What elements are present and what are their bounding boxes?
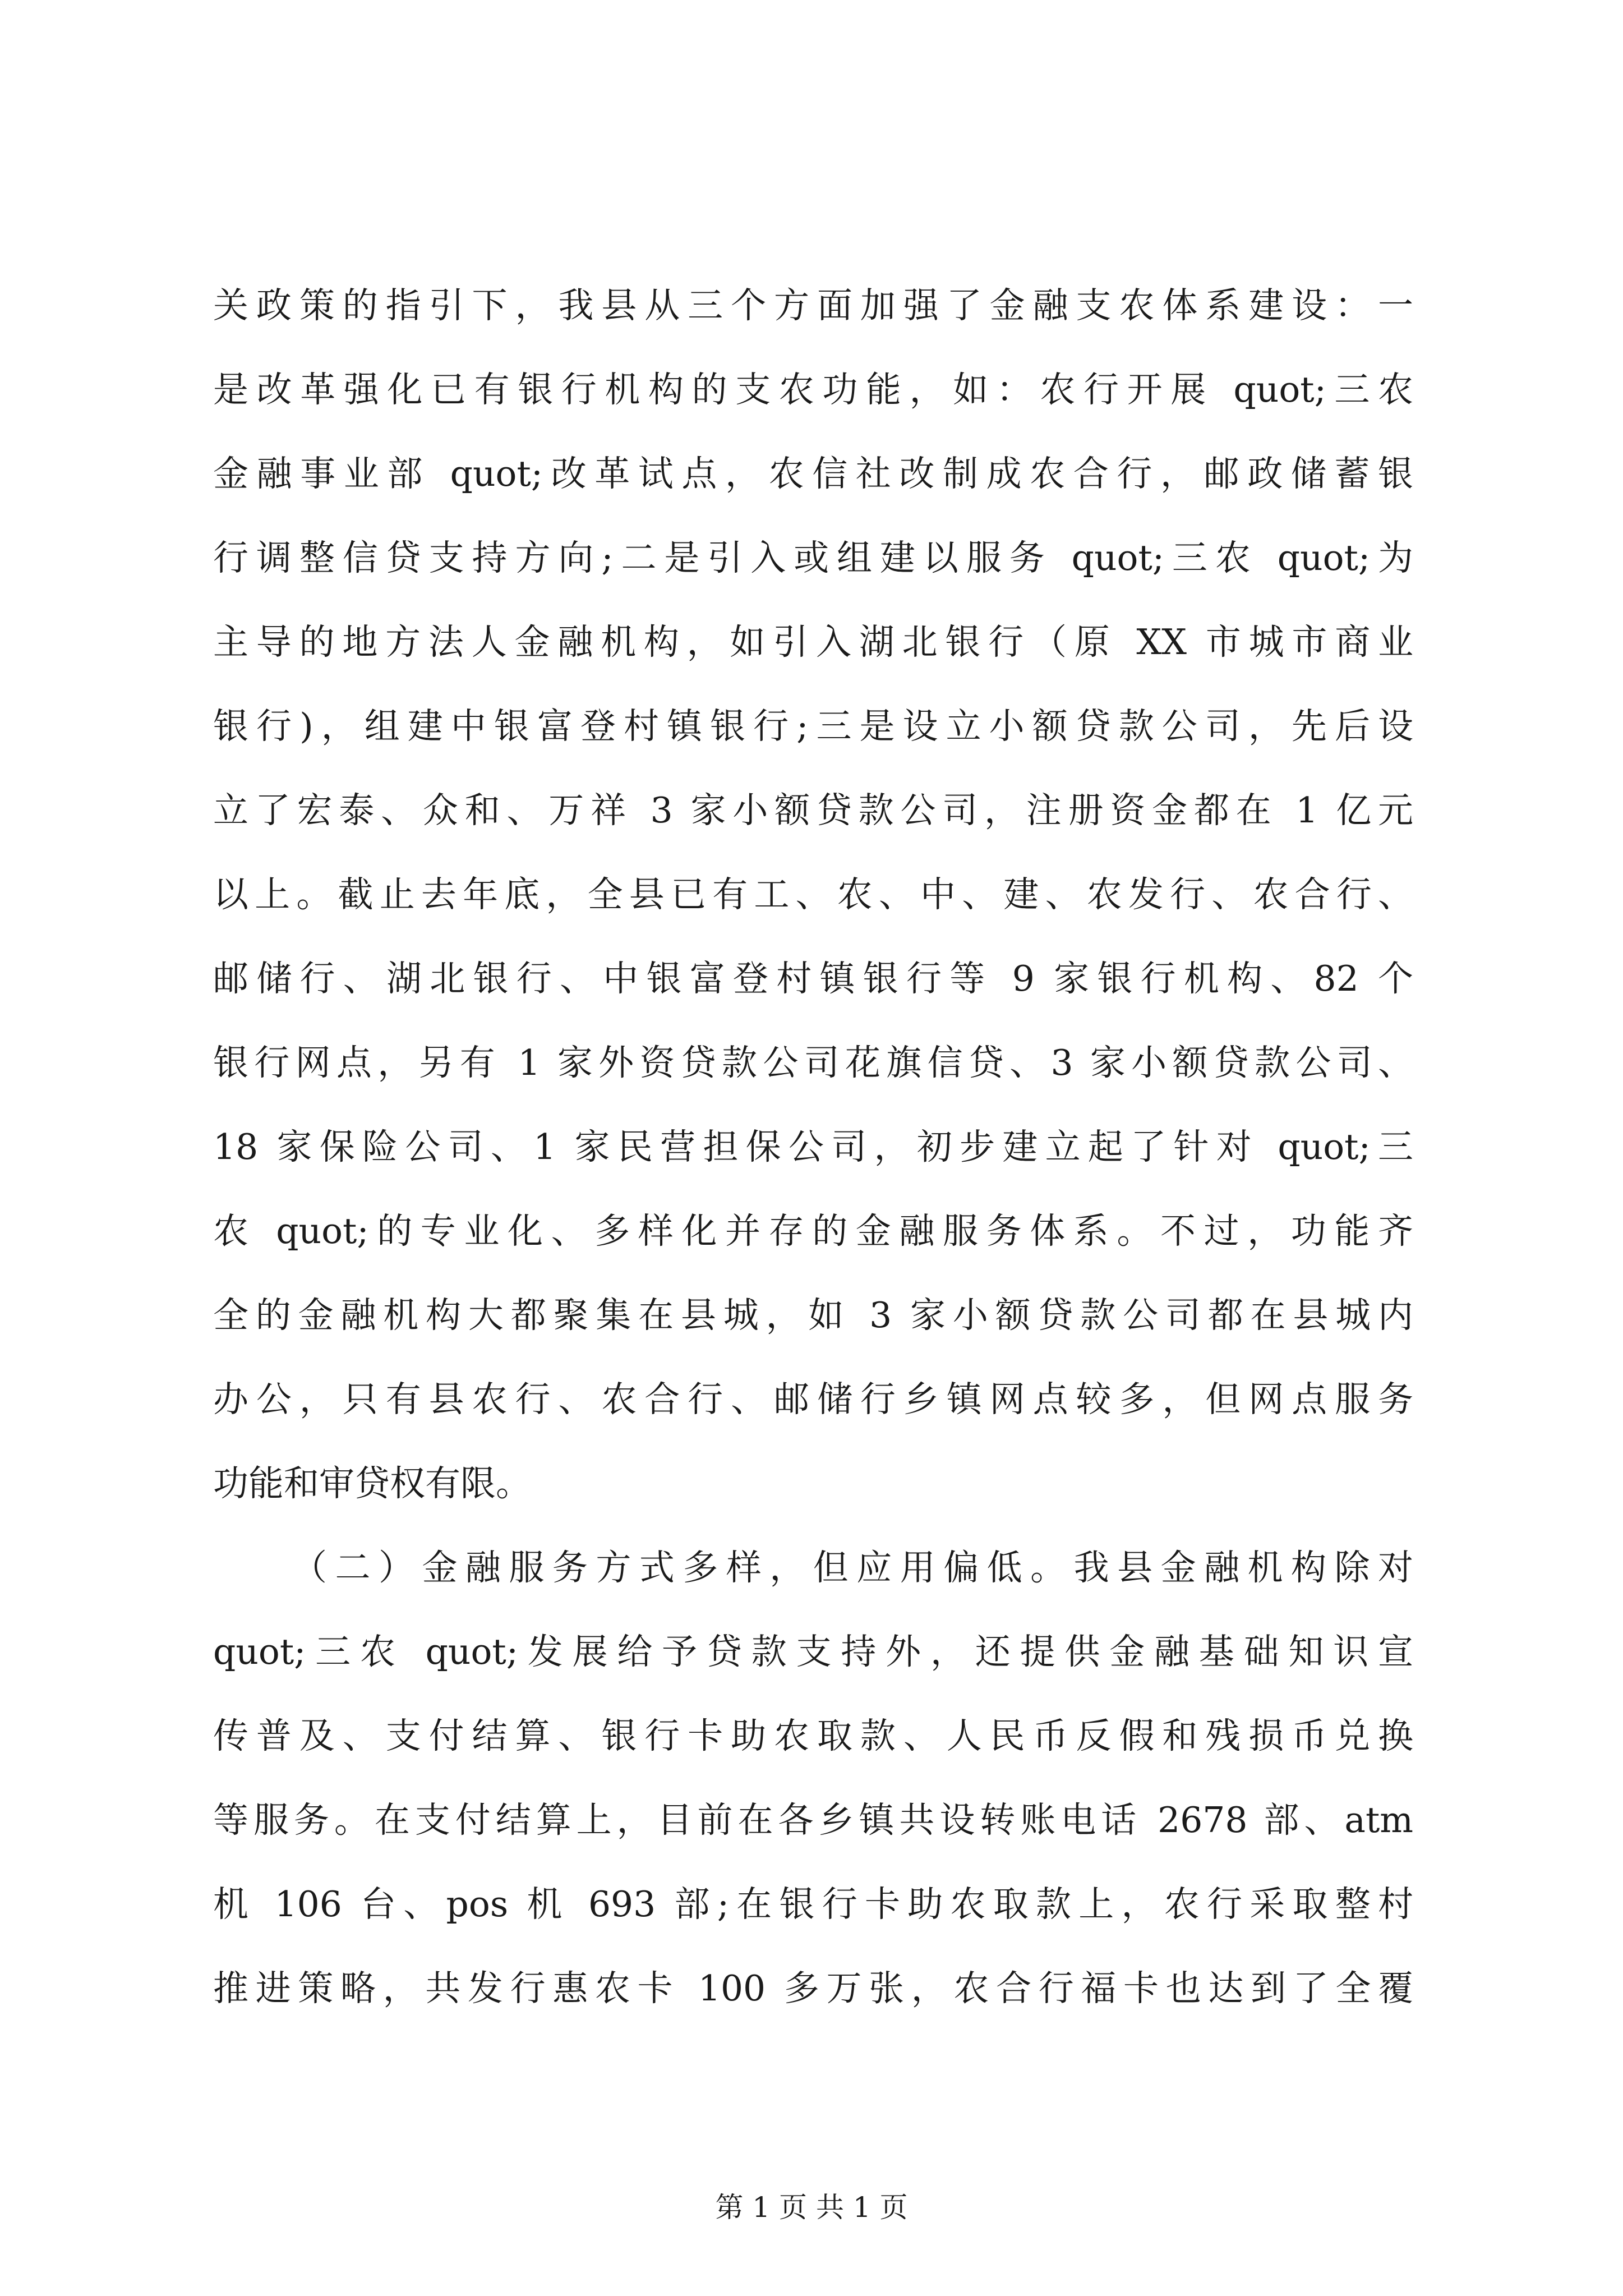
text-line: （二）金融服务方式多样，但应用偏低。我县金融机构除对 xyxy=(292,1547,1413,1588)
text-line: 农 quot;的专业化、多样化并存的金融服务体系。不过，功能齐 xyxy=(213,1211,1413,1251)
text-line: 行调整信贷支持方向;二是引入或组建以服务 quot;三农 quot;为 xyxy=(213,537,1413,578)
text-line: 关政策的指引下，我县从三个方面加强了金融支农体系建设：一 xyxy=(213,285,1413,326)
text-line: 18 家保险公司、1 家民营担保公司，初步建立起了针对 quot;三 xyxy=(213,1126,1413,1167)
text-line: 等服务。在支付结算上，目前在各乡镇共设转账电话 2678 部、atm xyxy=(213,1800,1413,1841)
text-line: 推进策略，共发行惠农卡 100 多万张，农合行福卡也达到了全覆 xyxy=(213,1968,1413,2009)
text-line: 是改革强化已有银行机构的支农功能，如：农行开展 quot;三农 xyxy=(213,369,1413,410)
page-footer: 第 1 页 共 1 页 xyxy=(715,2191,908,2224)
text-line: 以上。截止去年底，全县已有工、农、中、建、农发行、农合行、 xyxy=(213,874,1413,915)
text-line: 主导的地方法人金融机构，如引入湖北银行（原 XX 市城市商业 xyxy=(213,622,1413,662)
text-line: 全的金融机构大都聚集在县城，如 3 家小额贷款公司都在县城内 xyxy=(213,1295,1413,1336)
text-line: 金融事业部 quot;改革试点，农信社改制成农合行，邮政储蓄银 xyxy=(213,453,1413,494)
text-line: 银行)，组建中银富登村镇银行;三是设立小额贷款公司，先后设 xyxy=(213,706,1413,747)
text-line: 功能和审贷权有限。 xyxy=(213,1463,531,1504)
text-line: 银行网点，另有 1 家外资贷款公司花旗信贷、3 家小额贷款公司、 xyxy=(213,1042,1413,1083)
text-line: quot;三农 quot;发展给予贷款支持外，还提供金融基础知识宣 xyxy=(213,1631,1413,1672)
text-line: 办公，只有县农行、农合行、邮储行乡镇网点较多，但网点服务 xyxy=(213,1379,1413,1420)
text-line: 立了宏泰、众和、万祥 3 家小额贷款公司，注册资金都在 1 亿元 xyxy=(213,790,1413,831)
text-line: 传普及、支付结算、银行卡助农取款、人民币反假和残损币兑换 xyxy=(213,1715,1413,1756)
text-line: 邮储行、湖北银行、中银富登村镇银行等 9 家银行机构、82 个 xyxy=(213,958,1413,999)
text-line: 机 106 台、pos 机 693 部;在银行卡助农取款上，农行采取整村 xyxy=(213,1884,1413,1925)
